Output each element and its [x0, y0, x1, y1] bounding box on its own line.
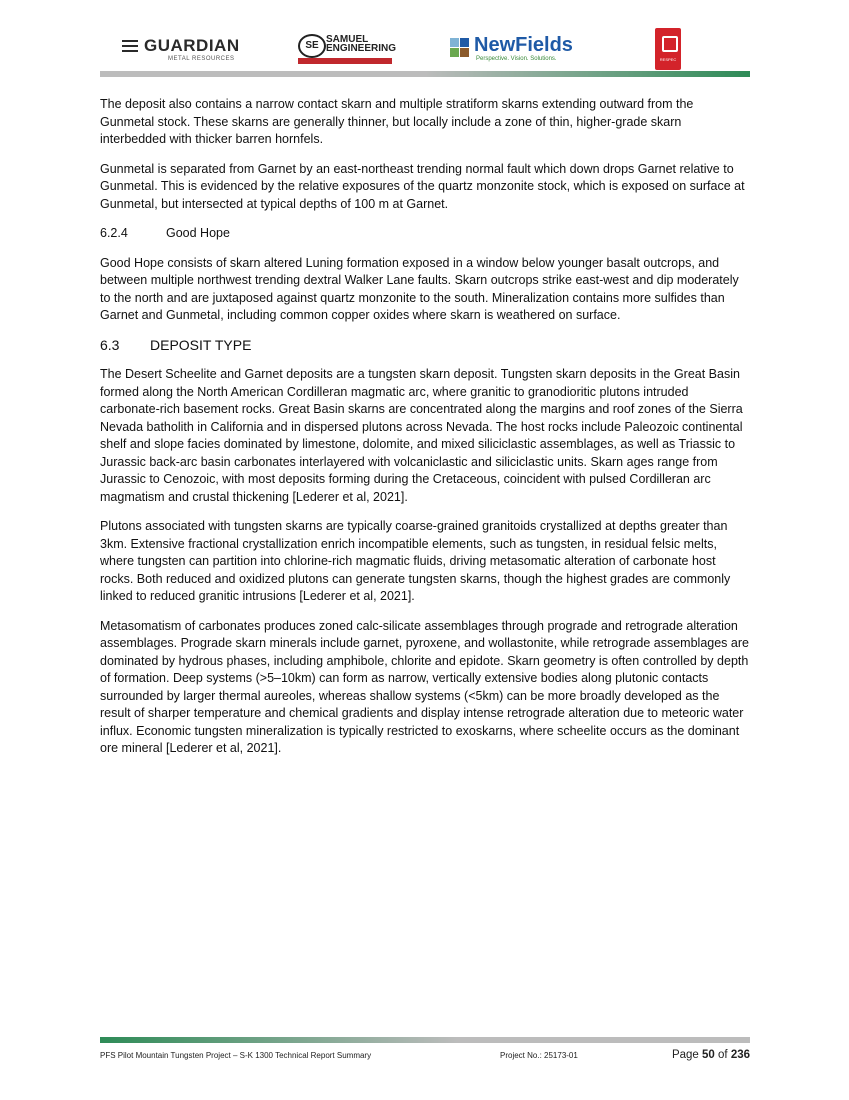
- guardian-name: GUARDIAN: [144, 36, 240, 55]
- samuel-line1: SAMUEL: [326, 34, 369, 45]
- newfields-logo: [450, 34, 580, 68]
- paragraph: Good Hope consists of skarn altered Luning formation exposed in a window below younger basalt outcrops, and between multiple northwest trending dextral Walker Lane faults. Skarn outcrops strike east-west and dip moderately to the north and are juxtaposed against quartz monzonite to the south. Mineralization contains more sulfides than Garnet and Gunmetal, including common copper oxides where skarn is weathered on surface.: [100, 255, 739, 322]
- samuel-line2: ENGINEERING: [326, 43, 397, 54]
- samuel-strip: [298, 58, 392, 64]
- paragraph: The Desert Scheelite and Garnet deposits are a tungsten skarn deposit. Tungsten skarn deposits in the Great Basin formed along the North American Cordilleran magmatic arc, where granitic to granodioritic plutons intruded carbonate-rich basement rocks. Great Basin skarns are concentrated along the margins and roof zones of the Sierra Nevada batholith in California and in dispersed plutons across Nevada. The host rocks include Paleozoic continental shelf and slope facies dominated by limestone, dolomite, and mixed siliciclastic assemblages, as well as Triassic to Jurassic back-arc basin carbonates interlayered with volcaniclastic and siliciclastic units. Skarn ages range from Jurassic to Cenozoic, with most deposits forming during the Cretaceous, coincident with pulsed Cordilleran arc magmatism and crustal thickening [Lederer et al, 2021].: [100, 367, 743, 504]
- section-number: 6.2.4: [100, 226, 128, 240]
- guardian-mark-icon: [122, 40, 138, 55]
- section-heading-6-2-4: [100, 225, 750, 243]
- footer-report-title: PFS Pilot Mountain Tungsten Project – S-K 1300 Technical Report Summary: [100, 1051, 372, 1060]
- section-number: 6.3: [100, 336, 120, 353]
- paragraph: The deposit also contains a narrow contact skarn and multiple stratiform skarns extending outward from the Gunmetal stock. These skarns are generally thinner, but locally include a zone of thin, higher-grade skarn interbedded with thicker barren hornfels.: [100, 97, 694, 146]
- section-title: DEPOSIT TYPE: [150, 336, 252, 353]
- page-content: [100, 96, 750, 770]
- newfields-tagline: Perspective. Vision. Solutions.: [476, 56, 557, 62]
- paragraph: Metasomatism of carbonates produces zoned calc-silicate assemblages through prograde and retrograde alteration assemblages. Prograde skarn minerals include garnet, pyroxene, and wollastonite, while retrograde assemblages are dominated by hydrous phases, including amphibole, chlorite and epidote. Skarn geometry is often controlled by depth of formation. Deep systems (>5–10km) can form as narrow, vertically extensive bodies along plutonic contacts surrounded by larger thermal aureoles, whereas shallow systems (<5km) can be more broadly developed as the result of sharper temperature and chemical gradients and display intense retrograde alteration due to meteoric water influx. Economic tungsten mineralization is typically restricted to exoskarns, where scheelite occurs as the dominant ore mineral [Lederer et al, 2021].: [100, 618, 749, 755]
- page-number: Page 50 of 236: [671, 1049, 750, 1061]
- samuel-engineering-logo: [298, 34, 398, 68]
- newfields-name: NewFields: [474, 34, 573, 56]
- page-footer: [100, 1049, 750, 1065]
- paragraph: Gunmetal is separated from Garnet by an east-northeast trending normal fault which down drops Garnet relative to Gunmetal. This is evidenced by the relative exposures of the quartz monzonite stock, which is exposed on surface at Gunmetal, but intersected at typical depths of 100 m at Garnet.: [100, 161, 745, 211]
- se-mark: SE: [298, 34, 326, 58]
- respec-logo: [655, 28, 681, 70]
- footer-project-number: Project No.: 25173-01: [500, 1051, 578, 1060]
- guardian-subtitle: METAL RESOURCES: [168, 56, 235, 62]
- header-rule: [100, 71, 750, 77]
- respec-mark-icon: [662, 36, 678, 52]
- section-title: Good Hope: [166, 226, 230, 240]
- footer-rule: [100, 1037, 750, 1043]
- newfields-squares-icon: [450, 38, 470, 58]
- section-heading-6-3: [100, 337, 750, 355]
- paragraph: Plutons associated with tungsten skarns are typically coarse-grained granitoids crystallized at depths greater than 3km. Extensive fractional crystallization enrich incompatible elements, such as tungsten, in residual felsic melts, where tungsten can partition into chlorine-rich magmatic fluids, driving metasomatic alteration of carbonate host rocks. Both reduced and oxidized plutons can generate tungsten skarns, though the highest grades are commonly linked to reduced granitic intrusions [Lederer et al, 2021].: [100, 519, 731, 603]
- respec-text: RESPEC: [659, 57, 677, 62]
- guardian-logo: [122, 36, 252, 66]
